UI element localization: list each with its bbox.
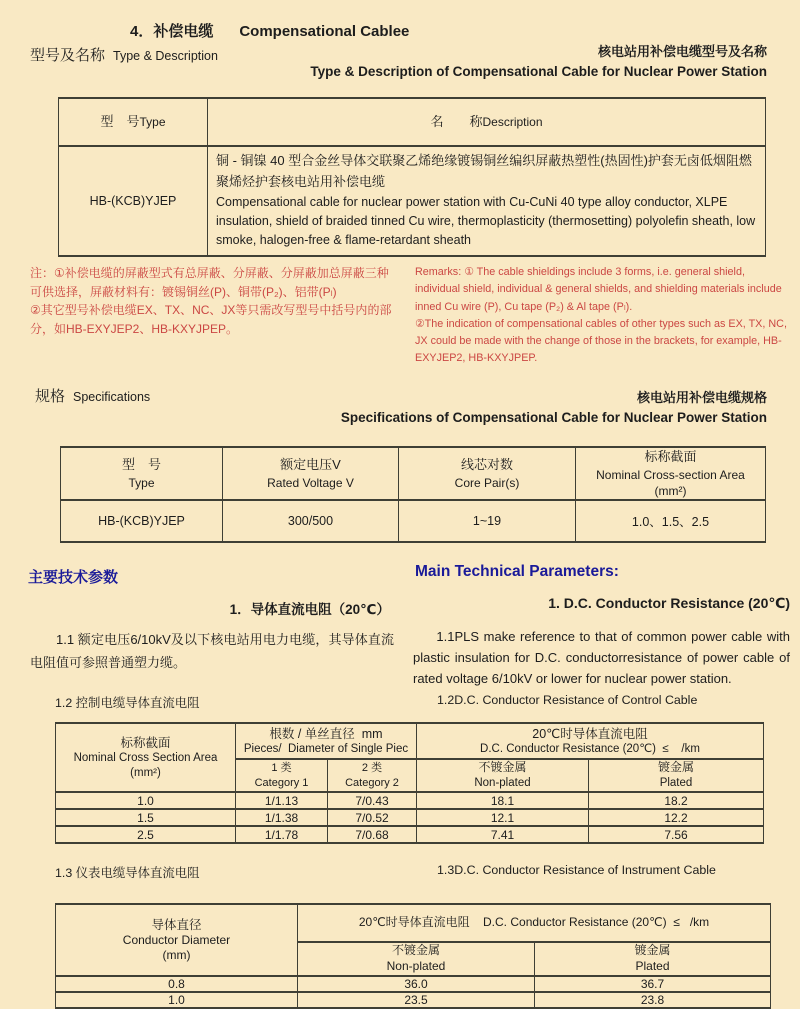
- table-group-header-row: [56, 904, 771, 942]
- cell-cat2: 7/0.68: [328, 826, 417, 843]
- header-cell-cross-section: 标称截面 Nominal Cross-section Area (mm²): [576, 447, 766, 500]
- cell-plated: 12.2: [589, 809, 764, 826]
- cell-nonplated: 36.0: [298, 976, 535, 992]
- spec-section-heading: [341, 388, 767, 428]
- group-header-dc-resistance: 20℃时导体直流电阻 D.C. Conductor Resistance (20℃) ≤ /km: [417, 723, 764, 759]
- note-zh: [30, 264, 398, 338]
- subheading-1-zh: 1．导体直流电阻（20℃）: [229, 602, 390, 617]
- table-header-row: [61, 447, 766, 500]
- paragraph-1-3-en: 1.3D.C. Conductor Resistance of Instrument Cable: [437, 863, 716, 877]
- paragraph-1-2-zh: 1.2 控制电缆导体直流电阻: [55, 696, 200, 710]
- header-cell-category-1: 1 类 Category 1: [236, 759, 328, 792]
- paragraph-1-1-en: 1.1PLS make reference to that of common power cable with plastic insulation for D.C. conductorresistance of power cable of rated voltage 6/10kV or lower for nuclear power station.: [413, 629, 790, 687]
- type-section-label-zh: 型号及名称: [30, 47, 106, 64]
- cell-type: HB-(KCB)YJEP: [61, 500, 223, 542]
- page-title-en: Compensational Cablee: [239, 23, 410, 40]
- cell-area: 2.5: [56, 826, 236, 843]
- cell-diameter: 1.0: [56, 992, 298, 1008]
- paragraph-1-1-zh: 1.1 额定电压6/10kV及以下核电站用电力电缆，其导体直流电阻值可参照普通塑力缆。: [30, 632, 394, 670]
- cell-plated: 36.7: [535, 976, 771, 992]
- cell-type-value: HB-(KCB)YJEP: [59, 146, 208, 256]
- spec-section-heading-en: Specifications of Compensational Cable for Nuclear Power Station: [340, 409, 767, 425]
- header-cell-description: 名 称Description: [208, 98, 766, 146]
- cell-nonplated: 23.5: [298, 992, 535, 1008]
- table-row: [56, 826, 764, 843]
- subheading-1-en: 1. D.C. Conductor Resistance (20℃): [548, 595, 790, 611]
- spec-section-heading-zh: 核电站用补偿电缆规格: [636, 390, 767, 405]
- type-section-heading-zh: 核电站用补偿电缆型号及名称: [597, 44, 767, 59]
- params-heading-zh: 主要技术参数: [28, 569, 119, 586]
- type-description-table: [58, 97, 766, 257]
- cell-plated: 18.2: [589, 792, 764, 809]
- header-cell-plated: 镀金属 Plated: [535, 942, 771, 976]
- cell-nonplated: 12.1: [417, 809, 589, 826]
- type-section-heading-en: Type & Description of Compensational Cable for Nuclear Power Station: [310, 63, 767, 79]
- table-row: [61, 500, 766, 542]
- cell-pairs: 1~19: [399, 500, 576, 542]
- cell-description: [208, 146, 766, 256]
- cell-nonplated: 18.1: [417, 792, 589, 809]
- spec-section-label-en: Specifications: [73, 390, 151, 404]
- type-section-heading: [310, 42, 767, 82]
- control-cable-resistance-table: [55, 722, 764, 844]
- table-row: [56, 976, 771, 992]
- header-cell-category-2: 2 类 Category 2: [328, 759, 417, 792]
- cell-cat2: 7/0.52: [328, 809, 417, 826]
- instrument-cable-resistance-table: [55, 903, 771, 1009]
- description-en: Compensational cable for nuclear power station with Cu-CuNi 40 type alloy conductor, XLPE insulation, shield of braided tinned Cu wire, thermoplasticity (thermosetting) polyolefin sheath, low smoke, halogen-free & flame-retardant sheath: [216, 194, 756, 248]
- cell-area: 1.5: [56, 809, 236, 826]
- header-cell-type: 型 号Type: [59, 98, 208, 146]
- header-cell-core-pairs: 线芯对数 Core Pair(s): [399, 447, 576, 500]
- remarks-en-item-1: Remarks: ① The cable shieldings include 3 forms, i.e. general shield, individual shield, individual & general shields, and shielding materials include inned Cu wire (P), Cu tape (P₂) & Al tape (Pₗ).: [415, 266, 782, 313]
- spec-section-label: [35, 385, 150, 406]
- header-cell-nominal-area: 标称截面 Nominal Cross Section Area (mm²): [56, 723, 236, 792]
- header-cell-non-plated: 不镀金属 Non-plated: [298, 942, 535, 976]
- cell-area: 1.0: [56, 792, 236, 809]
- params-heading-en: Main Technical Parameters:: [415, 563, 619, 580]
- cell-cat1: 1/1.38: [236, 809, 328, 826]
- type-section-label: [30, 44, 218, 65]
- table-row: [56, 809, 764, 826]
- page-title: [130, 20, 409, 41]
- header-cell-non-plated: 不镀金属 Non-plated: [417, 759, 589, 792]
- spec-section-label-zh: 规格: [35, 388, 66, 405]
- cell-plated: 7.56: [589, 826, 764, 843]
- table-row: [56, 792, 764, 809]
- table-row: [59, 146, 766, 256]
- header-cell-plated: 镀金属 Plated: [589, 759, 764, 792]
- remarks-en-item-2: ②The indication of compensational cables of other types such as EX, TX, NC, JX could be made with the change of those in the brackets, for example, HB-EXYJEP2, HB-KXYJPEP.: [415, 317, 787, 365]
- cell-area: 1.0、1.5、2.5: [576, 500, 766, 542]
- note-zh-item-1: 注：①补偿电缆的屏蔽型式有总屏蔽、分屏蔽、分屏蔽加总屏蔽三种可供选择，屏蔽材料有：镀锡铜丝(P)、铜带(P₂)、铝带(Pₗ): [30, 266, 389, 299]
- table-header-row: [59, 98, 766, 146]
- group-header-pieces-diameter: 根数 / 单丝直径 mm Pieces/ Diameter of Single Piec: [236, 723, 417, 759]
- cell-cat1: 1/1.78: [236, 826, 328, 843]
- page-title-zh: 4．补偿电缆: [130, 23, 214, 40]
- remarks-en: [415, 264, 789, 368]
- cell-nonplated: 7.41: [417, 826, 589, 843]
- cell-cat2: 7/0.43: [328, 792, 417, 809]
- cell-plated: 23.8: [535, 992, 771, 1008]
- table-group-header-row: [56, 723, 764, 759]
- specifications-table: [60, 446, 766, 543]
- type-section-label-en: Type & Description: [113, 49, 218, 63]
- paragraph-1-2-en: 1.2D.C. Conductor Resistance of Control Cable: [437, 693, 698, 707]
- cell-cat1: 1/1.13: [236, 792, 328, 809]
- note-zh-item-2: ②其它型号补偿电缆EX、TX、NC、JX等只需改写型号中括号内的部分，如HB-EXYJEP2、HB-KXYJPEP。: [30, 303, 392, 336]
- group-header-dc-resistance: 20℃时导体直流电阻 D.C. Conductor Resistance (20℃) ≤ /km: [298, 904, 771, 942]
- description-zh: 铜 - 铜镍 40 型合金丝导体交联聚乙烯绝缘镀锡铜丝编织屏蔽热塑性(热固性)护套无卤低烟阻燃聚烯烃护套核电站用补偿电缆: [216, 153, 752, 189]
- header-cell-rated-voltage: 额定电压V Rated Voltage V: [223, 447, 399, 500]
- cell-diameter: 0.8: [56, 976, 298, 992]
- header-cell-type: 型 号 Type: [61, 447, 223, 500]
- cell-voltage: 300/500: [223, 500, 399, 542]
- header-cell-conductor-diameter: 导体直径 Conductor Diameter (mm): [56, 904, 298, 976]
- paragraph-1-3-zh: 1.3 仪表电缆导体直流电阻: [55, 866, 200, 880]
